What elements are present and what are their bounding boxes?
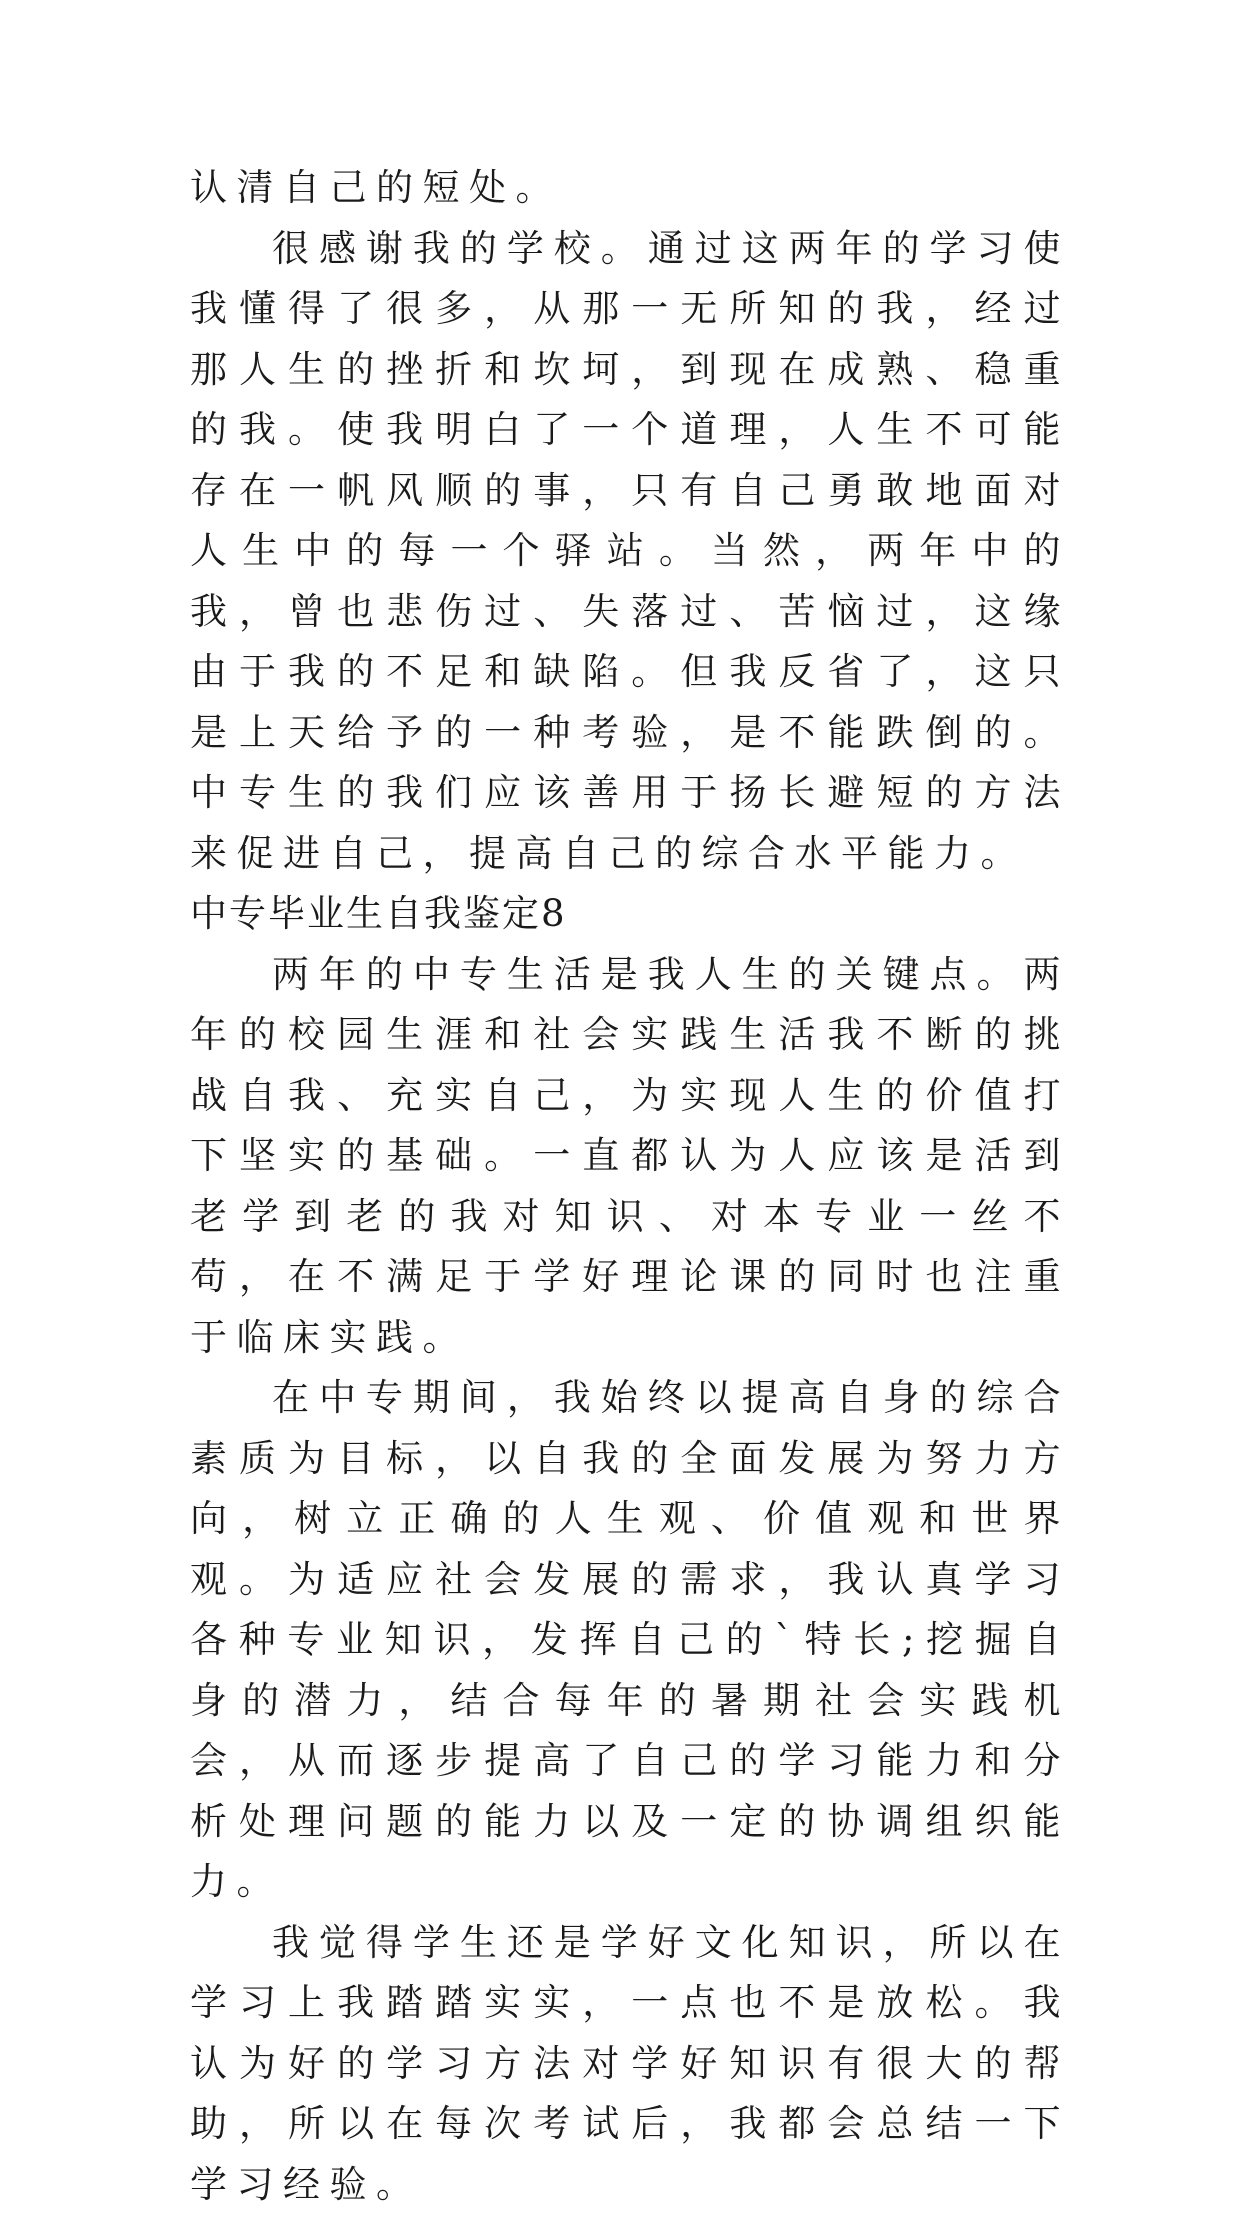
paragraph-study: 我觉得学生还是学好文化知识，所以在学习上我踏踏实实，一点也不是放松。我认为好的学习方法对学好知识有很大的帮助，所以在每次考试后，我都会总结一下学习经验。 [190, 1913, 1070, 2215]
document-body [190, 158, 1070, 2215]
paragraph-development: 在中专期间，我始终以提高自身的综合素质为目标，以自我的全面发展为努力方向，树立正确的人生观、价值观和世界观。为适应社会发展的需求，我认真学习各种专业知识，发挥自己的`特长;挖掘自身的潜力，结合每年的暑期社会实践机会，从而逐步提高了自己的学习能力和分析处理问题的能力以及一定的协调组织能力。 [190, 1368, 1070, 1913]
section-heading: 中专毕业生自我鉴定8 [190, 884, 1070, 945]
paragraph-continued: 认清自己的短处。 [190, 158, 1070, 219]
paragraph-gratitude: 很感谢我的学校。通过这两年的学习使我懂得了很多，从那一无所知的我，经过那人生的挫折和坎坷，到现在成熟、稳重的我。使我明白了一个道理，人生不可能存在一帆风顺的事，只有自己勇敢地面对人生中的每一个驿站。当然，两年中的我，曾也悲伤过、失落过、苦恼过，这缘由于我的不足和缺陷。但我反省了，这只是上天给予的一种考验，是不能跌倒的。中专生的我们应该善用于扬长避短的方法来促进自己，提高自己的综合水平能力。 [190, 219, 1070, 885]
paragraph-intro: 两年的中专生活是我人生的关键点。两年的校园生涯和社会实践生活我不断的挑战自我、充实自己，为实现人生的价值打下坚实的基础。一直都认为人应该是活到老学到老的我对知识、对本专业一丝不苟，在不满足于学好理论课的同时也注重于临床实践。 [190, 945, 1070, 1369]
